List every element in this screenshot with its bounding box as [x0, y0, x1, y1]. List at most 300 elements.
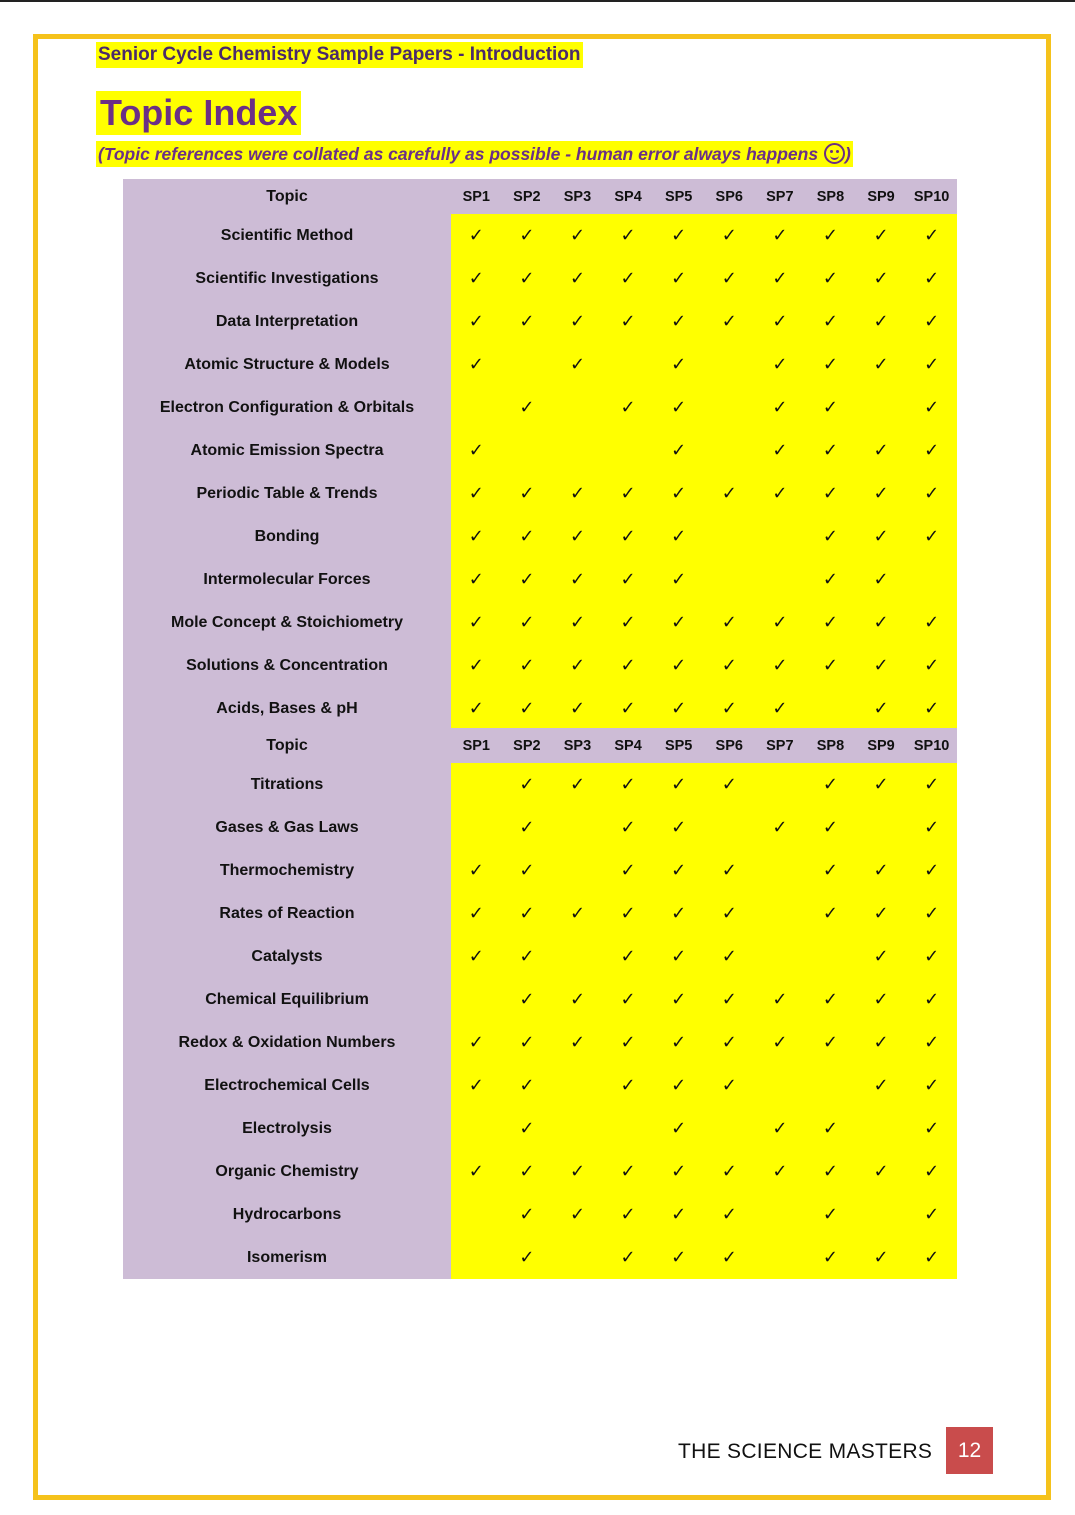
check-mark-icon: ✓: [822, 1032, 838, 1052]
check-mark-icon: ✓: [924, 989, 940, 1009]
check-mark-icon: ✓: [620, 311, 636, 331]
empty-cell: [552, 386, 603, 429]
check-mark-icon: ✓: [620, 860, 636, 880]
topic-name: Data Interpretation: [123, 300, 451, 343]
empty-cell: [704, 1107, 755, 1150]
check-mark-icon: ✓: [519, 1204, 535, 1224]
check-mark-icon: ✓: [924, 1118, 940, 1138]
table-header-row: [123, 179, 957, 214]
check-mark-icon: ✓: [873, 311, 889, 331]
paper-marks: [451, 515, 957, 558]
check-mark-icon: ✓: [822, 397, 838, 417]
empty-cell: [704, 429, 755, 472]
check-mark-icon: ✓: [519, 698, 535, 718]
check-mark-icon: ✓: [822, 1161, 838, 1181]
check-mark-icon: ✓: [671, 612, 687, 632]
table-row: [123, 849, 957, 892]
header-paper: SP6: [715, 188, 743, 205]
table-row: [123, 386, 957, 429]
check-mark-icon: ✓: [721, 698, 737, 718]
empty-cell: [552, 849, 603, 892]
check-mark-icon: ✓: [671, 903, 687, 923]
check-mark-icon: ✓: [671, 1032, 687, 1052]
check-mark-icon: ✓: [569, 1161, 586, 1181]
check-mark-icon: ✓: [822, 817, 838, 837]
header-topic: Topic: [123, 728, 451, 763]
empty-cell: [704, 806, 755, 849]
smiley-icon: [824, 143, 845, 164]
check-mark-icon: ✓: [873, 440, 889, 460]
table-row: [123, 214, 957, 257]
empty-cell: [451, 1193, 502, 1236]
subtitle-end: ): [845, 144, 851, 164]
check-mark-icon: ✓: [671, 311, 687, 331]
empty-cell: [755, 763, 806, 806]
check-mark-icon: ✓: [721, 612, 737, 632]
check-mark-icon: ✓: [924, 1247, 940, 1267]
empty-cell: [451, 806, 502, 849]
topic-name: Intermolecular Forces: [123, 558, 451, 601]
check-mark-icon: ✓: [519, 526, 535, 546]
table-row: [123, 763, 957, 806]
check-mark-icon: ✓: [468, 526, 484, 546]
empty-cell: [704, 558, 755, 601]
check-mark-icon: ✓: [620, 225, 636, 245]
check-mark-icon: ✓: [924, 1204, 940, 1224]
check-mark-icon: ✓: [468, 860, 484, 880]
check-mark-icon: ✓: [873, 354, 889, 374]
table-row: [123, 472, 957, 515]
check-mark-icon: ✓: [772, 397, 788, 417]
check-mark-icon: ✓: [721, 483, 737, 503]
header-paper: SP4: [614, 188, 642, 205]
check-mark-icon: ✓: [569, 569, 586, 589]
check-mark-icon: ✓: [671, 440, 687, 460]
empty-cell: [704, 343, 755, 386]
check-mark-icon: ✓: [620, 1075, 636, 1095]
check-mark-icon: ✓: [620, 268, 636, 288]
topic-name: Acids, Bases & pH: [123, 687, 451, 730]
check-mark-icon: ✓: [569, 526, 586, 546]
check-mark-icon: ✓: [924, 1075, 940, 1095]
topic-name: Hydrocarbons: [123, 1193, 451, 1236]
check-mark-icon: ✓: [772, 612, 788, 632]
topic-name: Gases & Gas Laws: [123, 806, 451, 849]
check-mark-icon: ✓: [519, 946, 535, 966]
check-mark-icon: ✓: [772, 1161, 788, 1181]
check-mark-icon: ✓: [924, 526, 940, 546]
check-mark-icon: ✓: [721, 989, 737, 1009]
empty-cell: [451, 1236, 502, 1279]
empty-cell: [502, 429, 553, 472]
check-mark-icon: ✓: [924, 397, 940, 417]
header-papers: [451, 179, 957, 214]
check-mark-icon: ✓: [721, 1247, 737, 1267]
check-mark-icon: ✓: [873, 483, 889, 503]
check-mark-icon: ✓: [620, 1204, 636, 1224]
check-mark-icon: ✓: [873, 569, 889, 589]
check-mark-icon: ✓: [620, 946, 636, 966]
check-mark-icon: ✓: [519, 774, 535, 794]
check-mark-icon: ✓: [924, 860, 940, 880]
check-mark-icon: ✓: [772, 225, 788, 245]
check-mark-icon: ✓: [468, 655, 484, 675]
check-mark-icon: ✓: [519, 655, 535, 675]
check-mark-icon: ✓: [620, 989, 636, 1009]
empty-cell: [552, 1064, 603, 1107]
empty-cell: [755, 849, 806, 892]
check-mark-icon: ✓: [721, 311, 737, 331]
table-row: [123, 1150, 957, 1193]
check-mark-icon: ✓: [671, 397, 687, 417]
check-mark-icon: ✓: [620, 612, 636, 632]
paper-marks: [451, 806, 957, 849]
check-mark-icon: ✓: [924, 817, 940, 837]
header-paper: SP10: [913, 737, 950, 754]
check-mark-icon: ✓: [620, 817, 636, 837]
header-paper: SP3: [563, 188, 592, 205]
table-row: [123, 1193, 957, 1236]
check-mark-icon: ✓: [468, 612, 484, 632]
check-mark-icon: ✓: [519, 1032, 535, 1052]
header-paper: SP10: [913, 188, 950, 205]
paper-marks: [451, 343, 957, 386]
header-paper: SP2: [513, 188, 541, 205]
header-paper: SP1: [462, 737, 490, 754]
topic-name: Redox & Oxidation Numbers: [123, 1021, 451, 1064]
check-mark-icon: ✓: [569, 989, 586, 1009]
topic-table-part-1: [123, 179, 957, 730]
check-mark-icon: ✓: [822, 612, 838, 632]
check-mark-icon: ✓: [569, 774, 586, 794]
topic-name: Mole Concept & Stoichiometry: [123, 601, 451, 644]
check-mark-icon: ✓: [924, 903, 940, 923]
check-mark-icon: ✓: [822, 860, 838, 880]
paper-marks: [451, 1107, 957, 1150]
topic-name: Periodic Table & Trends: [123, 472, 451, 515]
check-mark-icon: ✓: [721, 1204, 737, 1224]
check-mark-icon: ✓: [924, 655, 940, 675]
empty-cell: [755, 515, 806, 558]
check-mark-icon: ✓: [671, 817, 687, 837]
paper-marks: [451, 300, 957, 343]
check-mark-icon: ✓: [873, 1075, 889, 1095]
topic-name: Electron Configuration & Orbitals: [123, 386, 451, 429]
empty-cell: [755, 1064, 806, 1107]
paper-marks: [451, 386, 957, 429]
header-paper: SP6: [715, 737, 743, 754]
check-mark-icon: ✓: [468, 698, 484, 718]
check-mark-icon: ✓: [620, 698, 636, 718]
check-mark-icon: ✓: [873, 655, 889, 675]
check-mark-icon: ✓: [721, 860, 737, 880]
table-row: [123, 429, 957, 472]
empty-cell: [451, 763, 502, 806]
paper-marks: [451, 214, 957, 257]
check-mark-icon: ✓: [620, 569, 636, 589]
check-mark-icon: ✓: [873, 989, 889, 1009]
topic-name: Isomerism: [123, 1236, 451, 1279]
empty-cell: [805, 1064, 856, 1107]
topic-name: Thermochemistry: [123, 849, 451, 892]
check-mark-icon: ✓: [924, 1032, 940, 1052]
paper-marks: [451, 1236, 957, 1279]
check-mark-icon: ✓: [569, 354, 586, 374]
check-mark-icon: ✓: [569, 225, 586, 245]
check-mark-icon: ✓: [519, 1247, 535, 1267]
check-mark-icon: ✓: [468, 268, 484, 288]
topic-name: Chemical Equilibrium: [123, 978, 451, 1021]
check-mark-icon: ✓: [519, 817, 535, 837]
check-mark-icon: ✓: [772, 655, 788, 675]
check-mark-icon: ✓: [924, 483, 940, 503]
empty-cell: [502, 343, 553, 386]
paper-marks: [451, 935, 957, 978]
check-mark-icon: ✓: [721, 1075, 737, 1095]
check-mark-icon: ✓: [873, 946, 889, 966]
check-mark-icon: ✓: [772, 268, 788, 288]
topic-name: Rates of Reaction: [123, 892, 451, 935]
check-mark-icon: ✓: [671, 1247, 687, 1267]
topic-table-part-2: [123, 728, 957, 1279]
header-paper: SP8: [816, 737, 845, 754]
check-mark-icon: ✓: [519, 268, 535, 288]
topic-name: Catalysts: [123, 935, 451, 978]
empty-cell: [451, 1107, 502, 1150]
check-mark-icon: ✓: [873, 1247, 889, 1267]
check-mark-icon: ✓: [620, 903, 636, 923]
check-mark-icon: ✓: [468, 903, 484, 923]
page-title: Topic Index: [96, 91, 301, 135]
check-mark-icon: ✓: [620, 655, 636, 675]
check-mark-icon: ✓: [671, 268, 687, 288]
paper-marks: [451, 892, 957, 935]
empty-cell: [451, 978, 502, 1021]
empty-cell: [552, 429, 603, 472]
check-mark-icon: ✓: [873, 1161, 889, 1181]
check-mark-icon: ✓: [873, 903, 889, 923]
paper-marks: [451, 763, 957, 806]
table-row: [123, 644, 957, 687]
check-mark-icon: ✓: [620, 397, 636, 417]
header-paper: SP4: [614, 737, 642, 754]
check-mark-icon: ✓: [468, 483, 484, 503]
footer-brand: THE SCIENCE MASTERS: [678, 1440, 933, 1463]
check-mark-icon: ✓: [671, 860, 687, 880]
check-mark-icon: ✓: [519, 311, 535, 331]
empty-cell: [856, 806, 907, 849]
check-mark-icon: ✓: [924, 612, 940, 632]
empty-cell: [856, 1107, 907, 1150]
check-mark-icon: ✓: [671, 354, 687, 374]
check-mark-icon: ✓: [671, 1118, 687, 1138]
check-mark-icon: ✓: [924, 440, 940, 460]
check-mark-icon: ✓: [569, 268, 586, 288]
check-mark-icon: ✓: [519, 397, 535, 417]
check-mark-icon: ✓: [822, 311, 838, 331]
check-mark-icon: ✓: [671, 526, 687, 546]
page-number-badge: 12: [946, 1427, 993, 1474]
check-mark-icon: ✓: [772, 698, 788, 718]
check-mark-icon: ✓: [671, 774, 687, 794]
top-rule: [0, 0, 1075, 2]
header-paper: SP9: [867, 737, 895, 754]
topic-name: Bonding: [123, 515, 451, 558]
check-mark-icon: ✓: [924, 354, 940, 374]
check-mark-icon: ✓: [519, 860, 535, 880]
check-mark-icon: ✓: [671, 1161, 687, 1181]
topic-name: Scientific Investigations: [123, 257, 451, 300]
empty-cell: [755, 558, 806, 601]
empty-cell: [755, 935, 806, 978]
empty-cell: [755, 1236, 806, 1279]
check-mark-icon: ✓: [822, 354, 838, 374]
check-mark-icon: ✓: [924, 311, 940, 331]
check-mark-icon: ✓: [772, 483, 788, 503]
topic-name: Atomic Structure & Models: [123, 343, 451, 386]
check-mark-icon: ✓: [924, 946, 940, 966]
check-mark-icon: ✓: [772, 354, 788, 374]
check-mark-icon: ✓: [873, 1032, 889, 1052]
check-mark-icon: ✓: [569, 1204, 586, 1224]
check-mark-icon: ✓: [822, 483, 838, 503]
check-mark-icon: ✓: [822, 655, 838, 675]
check-mark-icon: ✓: [519, 1118, 535, 1138]
check-mark-icon: ✓: [519, 903, 535, 923]
empty-cell: [451, 386, 502, 429]
table-row: [123, 257, 957, 300]
check-mark-icon: ✓: [873, 774, 889, 794]
check-mark-icon: ✓: [468, 1032, 484, 1052]
header-paper: SP9: [867, 188, 895, 205]
empty-cell: [552, 1107, 603, 1150]
check-mark-icon: ✓: [468, 946, 484, 966]
empty-cell: [856, 1193, 907, 1236]
table-row: [123, 1064, 957, 1107]
check-mark-icon: ✓: [468, 225, 484, 245]
check-mark-icon: ✓: [569, 612, 586, 632]
check-mark-icon: ✓: [873, 612, 889, 632]
subtitle-text: (Topic references were collated as carefully as possible - human error always happens: [98, 144, 819, 164]
empty-cell: [552, 806, 603, 849]
header-paper: SP1: [462, 188, 490, 205]
check-mark-icon: ✓: [620, 1247, 636, 1267]
check-mark-icon: ✓: [519, 612, 535, 632]
paper-marks: [451, 1193, 957, 1236]
check-mark-icon: ✓: [822, 1204, 838, 1224]
header-paper: SP5: [664, 737, 693, 754]
paper-marks: [451, 978, 957, 1021]
topic-name: Atomic Emission Spectra: [123, 429, 451, 472]
check-mark-icon: ✓: [873, 860, 889, 880]
empty-cell: [603, 429, 654, 472]
check-mark-icon: ✓: [822, 1247, 838, 1267]
check-mark-icon: ✓: [822, 268, 838, 288]
empty-cell: [906, 558, 957, 601]
check-mark-icon: ✓: [519, 1161, 535, 1181]
empty-cell: [755, 892, 806, 935]
header-paper: SP2: [513, 737, 541, 754]
empty-cell: [704, 515, 755, 558]
paper-marks: [451, 644, 957, 687]
check-mark-icon: ✓: [924, 268, 940, 288]
check-mark-icon: ✓: [721, 946, 737, 966]
check-mark-icon: ✓: [721, 774, 737, 794]
header-paper: SP5: [664, 188, 693, 205]
paper-marks: [451, 257, 957, 300]
header-paper: SP7: [766, 188, 794, 205]
topic-name: Solutions & Concentration: [123, 644, 451, 687]
check-mark-icon: ✓: [468, 569, 484, 589]
check-mark-icon: ✓: [519, 225, 535, 245]
check-mark-icon: ✓: [519, 1075, 535, 1095]
table-row: [123, 935, 957, 978]
paper-marks: [451, 1150, 957, 1193]
check-mark-icon: ✓: [873, 268, 889, 288]
topic-name: Organic Chemistry: [123, 1150, 451, 1193]
check-mark-icon: ✓: [671, 569, 687, 589]
check-mark-icon: ✓: [569, 698, 586, 718]
check-mark-icon: ✓: [924, 774, 940, 794]
subtitle-note: [96, 141, 853, 167]
check-mark-icon: ✓: [873, 225, 889, 245]
check-mark-icon: ✓: [873, 698, 889, 718]
paper-marks: [451, 472, 957, 515]
paper-marks: [451, 601, 957, 644]
check-mark-icon: ✓: [924, 225, 940, 245]
check-mark-icon: ✓: [822, 774, 838, 794]
table-row: [123, 300, 957, 343]
table-row: [123, 558, 957, 601]
paper-marks: [451, 558, 957, 601]
check-mark-icon: ✓: [671, 989, 687, 1009]
header-paper: SP8: [816, 188, 845, 205]
header-papers: [451, 728, 957, 763]
check-mark-icon: ✓: [468, 311, 484, 331]
check-mark-icon: ✓: [822, 526, 838, 546]
topic-name: Titrations: [123, 763, 451, 806]
check-mark-icon: ✓: [519, 569, 535, 589]
check-mark-icon: ✓: [822, 1118, 838, 1138]
paper-marks: [451, 687, 957, 730]
check-mark-icon: ✓: [569, 311, 586, 331]
paper-marks: [451, 1064, 957, 1107]
header-topic: Topic: [123, 179, 451, 214]
paper-marks: [451, 849, 957, 892]
empty-cell: [552, 935, 603, 978]
check-mark-icon: ✓: [468, 1075, 484, 1095]
check-mark-icon: ✓: [620, 483, 636, 503]
check-mark-icon: ✓: [671, 1204, 687, 1224]
check-mark-icon: ✓: [569, 655, 586, 675]
paper-marks: [451, 1021, 957, 1064]
check-mark-icon: ✓: [468, 1161, 484, 1181]
topic-name: Scientific Method: [123, 214, 451, 257]
check-mark-icon: ✓: [620, 526, 636, 546]
check-mark-icon: ✓: [519, 483, 535, 503]
table-row: [123, 806, 957, 849]
table-row: [123, 978, 957, 1021]
table-row: [123, 1236, 957, 1279]
check-mark-icon: ✓: [721, 903, 737, 923]
check-mark-icon: ✓: [772, 1032, 788, 1052]
empty-cell: [603, 343, 654, 386]
table-row: [123, 1021, 957, 1064]
document-header: Senior Cycle Chemistry Sample Papers - Introduction: [96, 42, 583, 68]
check-mark-icon: ✓: [924, 698, 940, 718]
check-mark-icon: ✓: [721, 268, 737, 288]
check-mark-icon: ✓: [468, 354, 484, 374]
